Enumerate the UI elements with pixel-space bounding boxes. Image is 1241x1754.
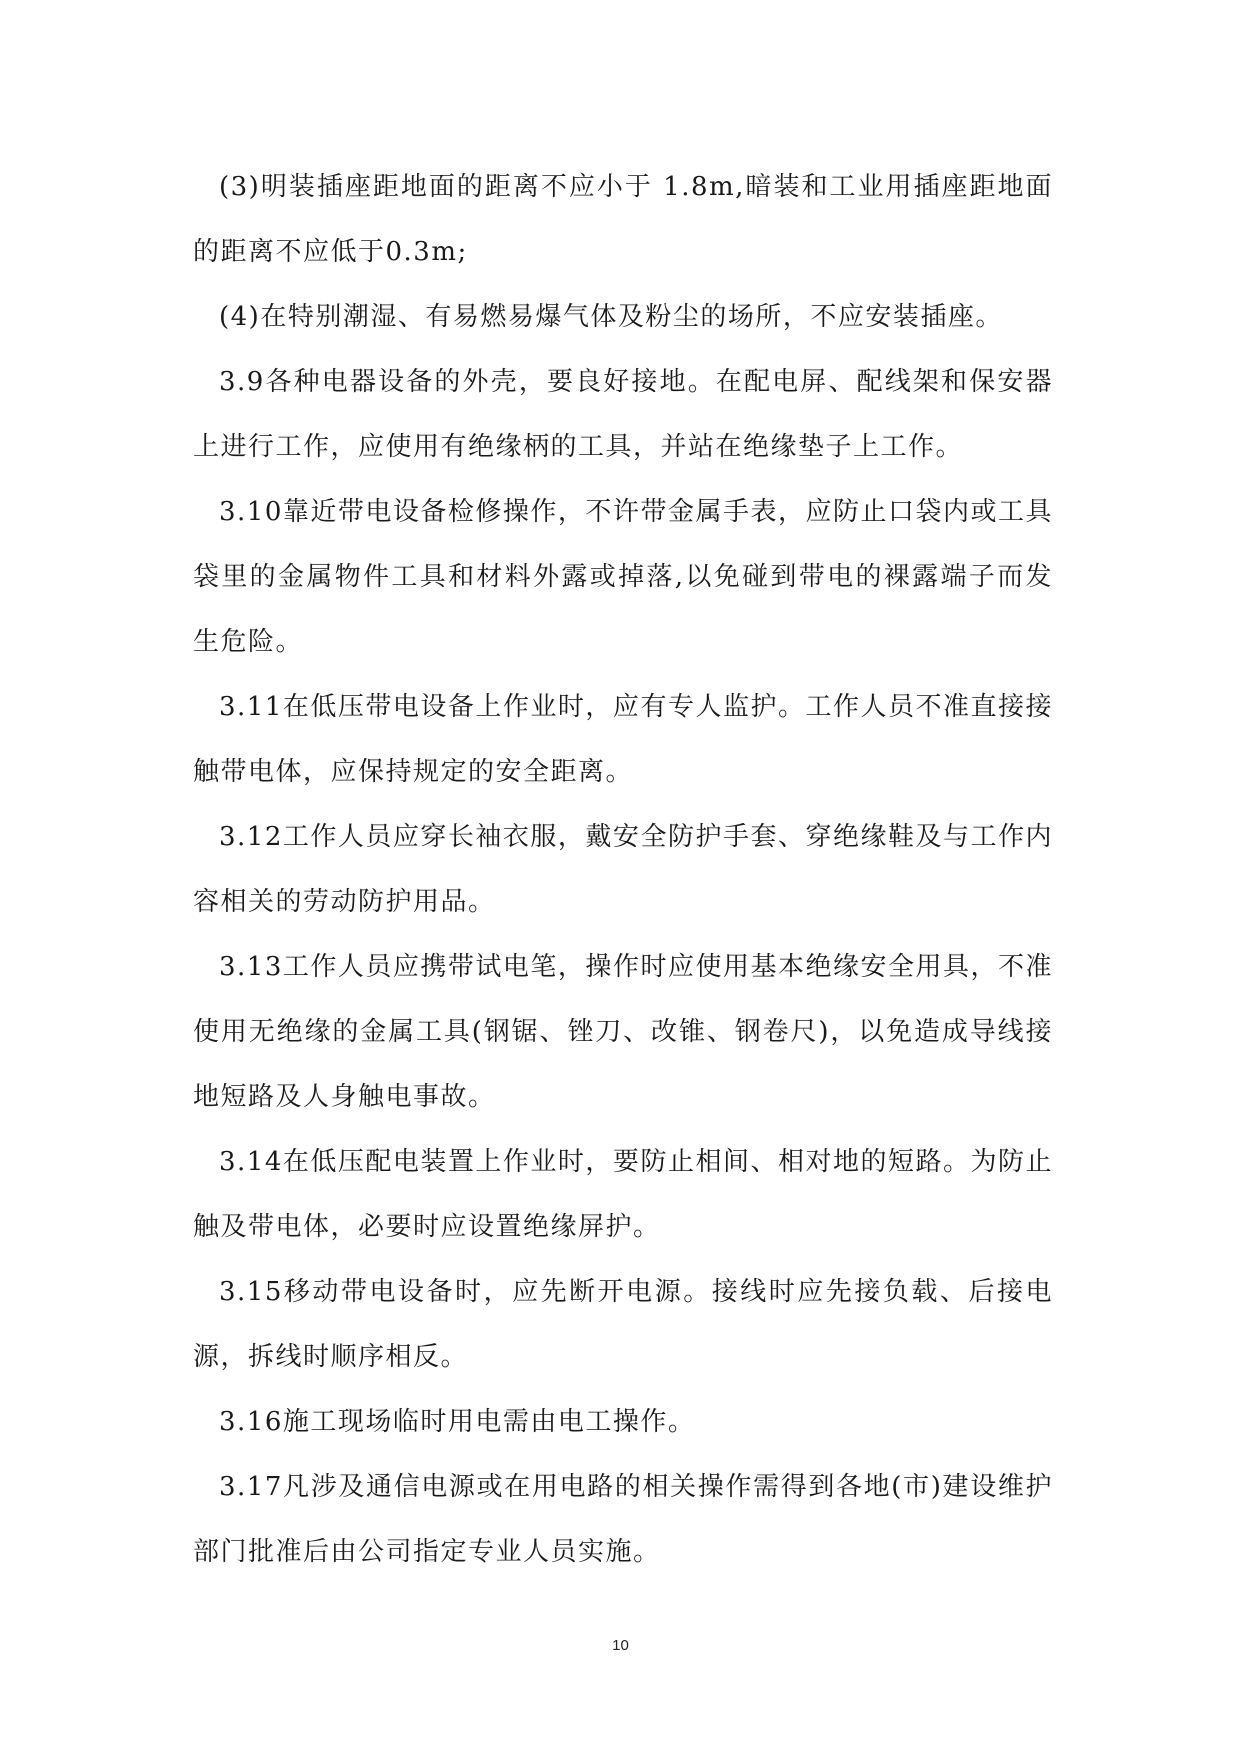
paragraph-3-14: 3.14在低压配电装置上作业时，要防止相间、相对地的短路。为防止触及带电体，必要时应设置绝缘屏护。 <box>193 1147 1053 1242</box>
paragraph-hazardous-locations: (4)在特别潮湿、有易燃易爆气体及粉尘的场所，不应安装插座。 <box>219 302 1003 332</box>
paragraph-socket-height: (3)明装插座距地面的距离不应小于 1.8m,暗装和工业用插座距地面的距离不应低于0.3m; <box>193 172 1053 267</box>
paragraph-3-15: 3.15移动带电设备时，应先断开电源。接线时应先接负载、后接电源，拆线时顺序相反。 <box>193 1277 1053 1372</box>
paragraph-3-9: 3.9各种电器设备的外壳，要良好接地。在配电屏、配线架和保安器上进行工作，应使用有绝缘柄的工具，并站在绝缘垫子上工作。 <box>193 367 1053 462</box>
paragraph-3-11: 3.11在低压带电设备上作业时，应有专人监护。工作人员不准直接接触带电体，应保持规定的安全距离。 <box>193 692 1053 787</box>
paragraph-3-13: 3.13工作人员应携带试电笔，操作时应使用基本绝缘安全用具，不准使用无绝缘的金属工具(钢锯、锉刀、改锥、钢卷尺)，以免造成导线接地短路及人身触电事故。 <box>193 952 1053 1112</box>
body-text <box>193 155 1053 1585</box>
paragraph-3-16: 3.16施工现场临时用电需由电工操作。 <box>219 1407 696 1437</box>
paragraph-3-10: 3.10靠近带电设备检修操作，不许带金属手表，应防止口袋内或工具袋里的金属物件工具和材料外露或掉落,以免碰到带电的裸露端子而发生危险。 <box>193 497 1053 657</box>
paragraph-3-17: 3.17凡涉及通信电源或在用电路的相关操作需得到各地(市)建设维护部门批准后由公司指定专业人员实施。 <box>193 1472 1053 1567</box>
page-number: 10 <box>612 1637 629 1654</box>
paragraph-3-12: 3.12工作人员应穿长袖衣服，戴安全防护手套、穿绝缘鞋及与工作内容相关的劳动防护用品。 <box>193 822 1053 917</box>
